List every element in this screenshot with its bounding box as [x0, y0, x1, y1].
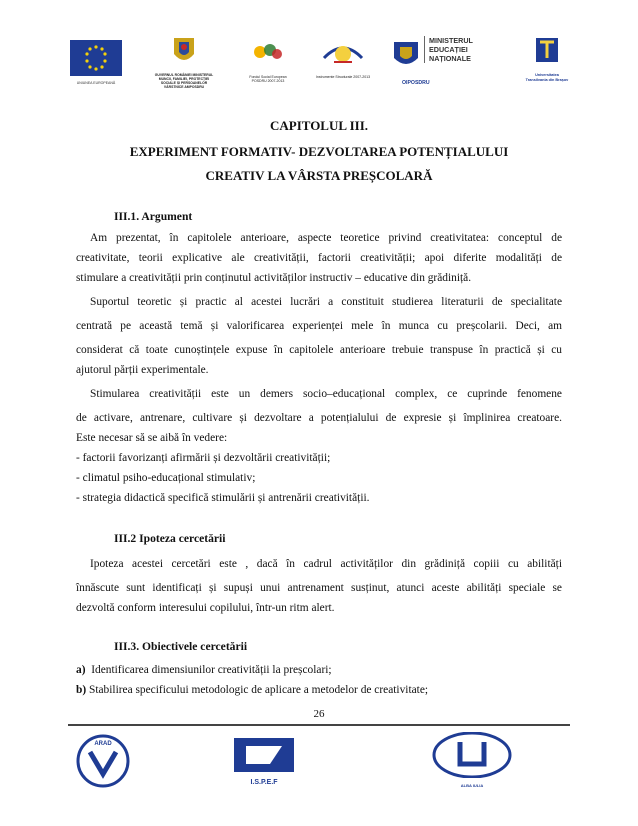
page-number: 26 [313, 708, 325, 720]
eu-flag-logo: UNIUNEA EUROPEANĂ [70, 40, 122, 86]
instrumente-structurale-logo: Instrumente Structurale 2007-2013 [314, 36, 372, 92]
paragraph-line: considerat că toate cunoștințele expuse în capitolele anterioare trebuie transpuse în practică și cu [76, 344, 562, 356]
paragraph-line: ajutorul părții experimentale. [76, 364, 209, 376]
list-item: - climatul psiho-educațional stimulativ; [76, 472, 256, 484]
list-item: - strategia didactică specifică stimulării și antrenării creativității. [76, 492, 370, 504]
footer-logos [70, 730, 570, 790]
objective-item: a) Identificarea dimensiunilor creativității la preșcolari; [76, 664, 332, 676]
chapter-title-line-2: CREATIV LA VÂRSTA PREȘCOLARĂ [205, 168, 433, 183]
paragraph-line: stimulare a creativității prin conținutul activităților instructiv – educative din grădiniță. [76, 272, 472, 284]
paragraph-line: Am prezentat, în capitolele anterioare, aspecte teoretice privind creativitatea: conceptul de [90, 232, 562, 244]
ministerul-educatiei-logo: MINISTERUL EDUCAȚIEI NAȚIONALE OIPOSDRU [392, 32, 510, 98]
paragraph-line: Suportul teoretic și practic al acestei lucrări a constituit studierea literaturii de specialitate [90, 296, 562, 308]
list-item: - factorii favorizanți afirmării și dezvoltării creativității; [76, 452, 331, 464]
ispef-logo: I.S.P.E.F [232, 736, 296, 784]
arad-university-logo: ARAD [76, 734, 130, 788]
universitate-logo: Universitatea Transilvania din Brașov [524, 32, 570, 98]
chapter-number: CAPITOLUL III. [269, 118, 368, 133]
paragraph-line: înnăscute sunt identificați și supuși unui antrenament susținut, atunci aceste abilități speciale se [76, 582, 562, 594]
section-argument-title: III.1. Argument [114, 210, 193, 223]
paragraph-line: Stimularea creativității este un demers socio–educațional complex, ce cuprinde fenomene [90, 388, 562, 400]
section-hypothesis-title: III.2 Ipoteza cercetării [114, 532, 226, 545]
paragraph-line: centrată pe această temă și valorificarea experienței mele în munca cu preșcolarii. Deci, am [76, 320, 562, 332]
header-logos [70, 28, 570, 98]
paragraph-line: de activare, antrenare, cultivare și dezvoltare a potențialului de expresie și împlinirea creatoare. [76, 412, 562, 424]
paragraph-line: dezvoltă conform interesului copilului, într-un ritm alert. [76, 602, 335, 614]
alba-iulia-university-logo: ALBA IULIA [432, 732, 512, 786]
footer-divider [68, 724, 570, 726]
chapter-title-line-1: EXPERIMENT FORMATIV- DEZVOLTAREA POTENȚIALULUI [129, 144, 509, 159]
fse-logo: Fondul Social European POSDRU 2007-2013 [242, 36, 294, 92]
paragraph-line: creativitate, teorii explicative ale creativității, factorii creativității; apoi diferite modalități de [76, 252, 562, 264]
section-objectives-title: III.3. Obiectivele cercetării [114, 640, 248, 653]
objective-item: b) Stabilirea specificului metodologic de aplicare a metodelor de creativitate; [76, 684, 429, 696]
paragraph-line: Ipoteza acestei cercetări este , dacă în cadrul activităților din grădiniță copiii cu abilități [90, 558, 562, 570]
paragraph-line: Este necesar să se aibă în vedere: [76, 432, 228, 444]
romania-coat-logo: GUVERNUL ROMÂNIEI MINISTERUL MUNCII, FAMILIEI, PROTECȚIEI SOCIALE ȘI PERSOANELOR VÂRSTNICE AMPOSDRU [152, 34, 216, 96]
